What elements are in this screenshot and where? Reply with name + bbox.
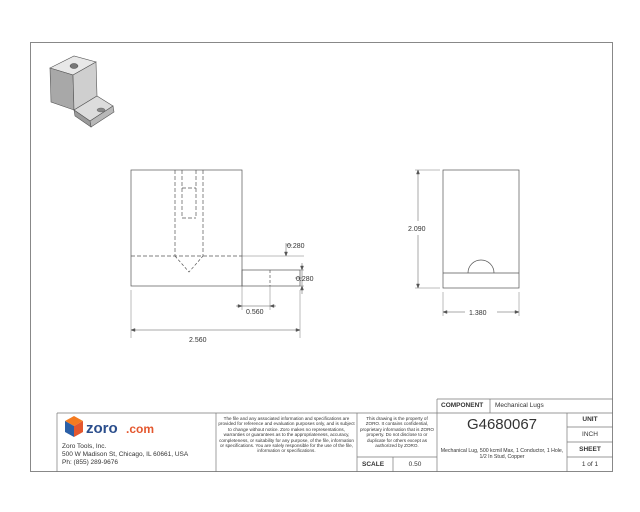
zoro-logo-suffix: .com [126, 422, 155, 436]
company-address: 500 W Madison St, Chicago, IL 60661, USA [62, 451, 189, 458]
unit-label: UNIT [582, 416, 598, 423]
scale-label: SCALE [362, 461, 385, 468]
dim-0-560: 0.560 [246, 309, 264, 316]
zoro-logo-brand: zoro [86, 420, 118, 437]
isometric-part-view [50, 56, 114, 127]
sheet-label: SHEET [579, 446, 601, 453]
company-phone: Ph: (855) 289-9676 [62, 459, 119, 466]
zoro-logo [65, 416, 154, 437]
company-name: Zoro Tools, Inc. [62, 443, 107, 450]
part-description: Mechanical Lug, 500 kcmil Max, 1 Conductor, 1 Hole, 1/2 In Stud, Copper [440, 448, 564, 460]
dim-0-280-top: 0.280 [287, 243, 305, 250]
dim-2-090: 2.090 [408, 226, 426, 233]
side-view [415, 170, 519, 316]
property-notice: This drawing is the property of ZORO. It contains confidential, proprietary information that is ZORO property. Do not disclose to or duplicate for others except as authorized by ZORO. [359, 416, 435, 449]
zoro-cube-icon [65, 416, 83, 437]
part-number: G4680067 [466, 416, 538, 433]
unit-value: INCH [582, 431, 598, 438]
component-value: Mechanical Lugs [495, 402, 544, 409]
front-view [131, 170, 304, 338]
sheet-value: 1 of 1 [581, 461, 599, 468]
component-label: COMPONENT [441, 402, 484, 409]
disclaimer-text: The file and any associated information and specifications are provided for reference and evaluation purposes only, and is subject to change without notice. Zoro makes no representations, warranties or guarantees as to the appropriateness, accuracy, completeness, or suitability for any purpose, of the file, information or specifications. You are solely responsible for the use of the file, information or specifications. [218, 416, 355, 454]
scale-value: 0.50 [408, 461, 422, 468]
side-view-dimension-lines [417, 170, 520, 314]
company-info [62, 443, 212, 467]
dim-0-280-bottom: 0.280 [296, 276, 314, 283]
dim-1-380: 1.380 [469, 310, 487, 317]
dim-2-560: 2.560 [189, 337, 207, 344]
